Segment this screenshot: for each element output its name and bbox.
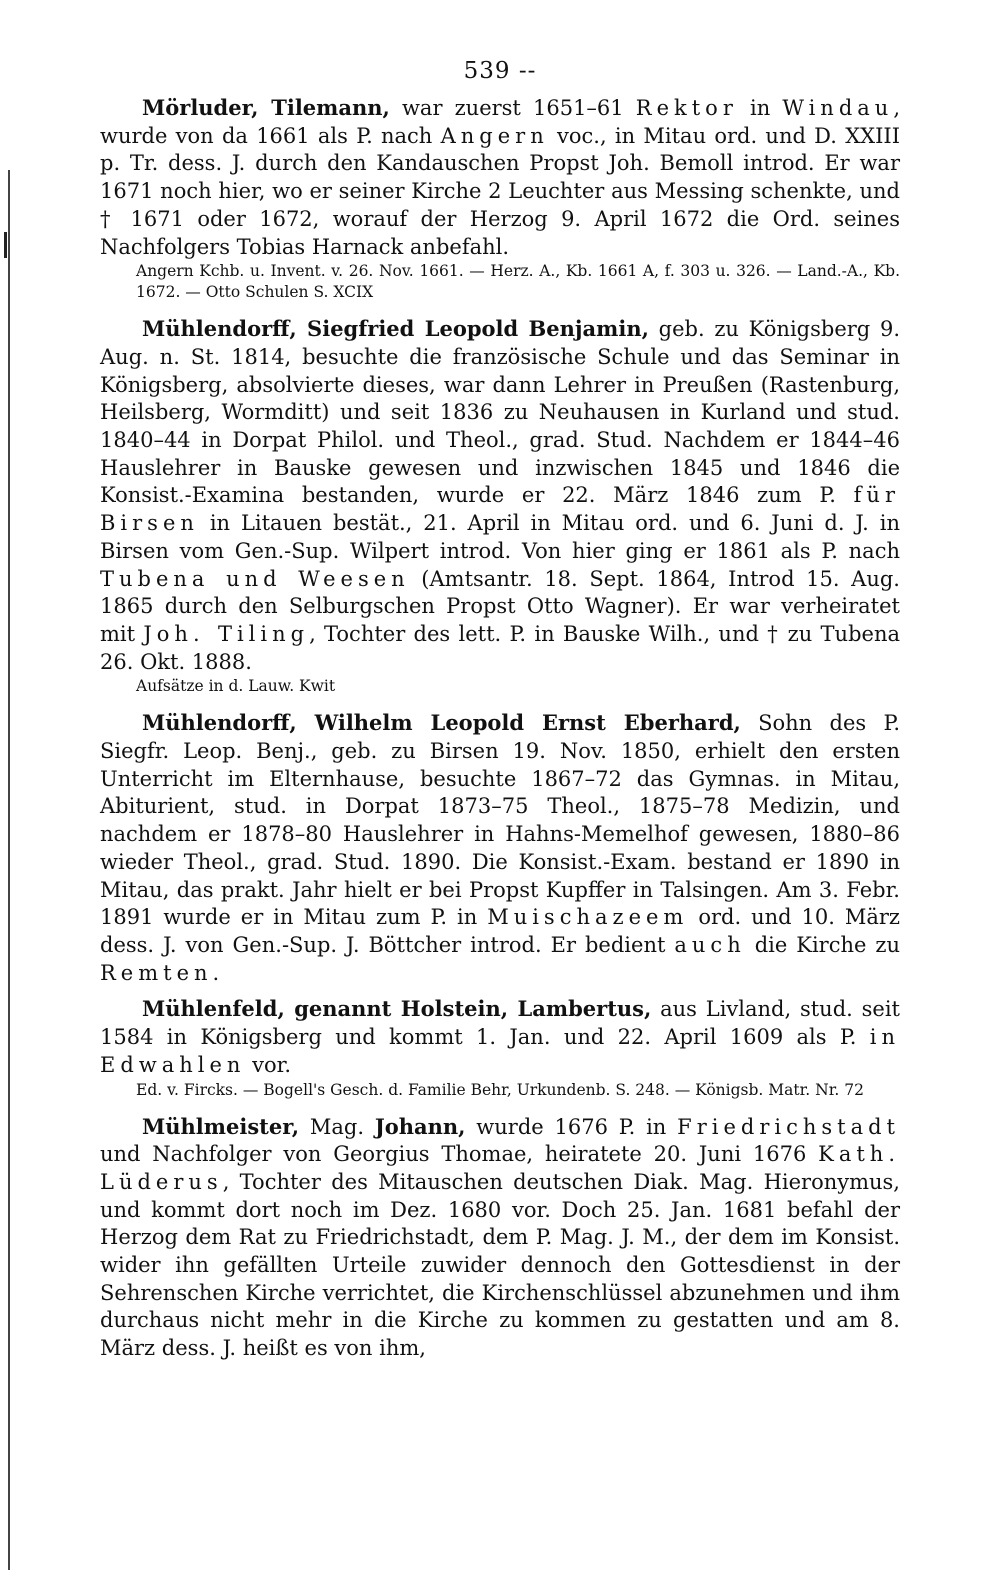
entry-text-segment: Mag.	[299, 1114, 375, 1139]
entry-text	[100, 94, 900, 261]
entry-text-segment: in Litauen bestät., 21. April in Mitau ord. und 6. Juni d. J. in Birsen vom Gen.-Sup. Wilpert introd. Von hier ging er 1861 als P. nach	[100, 511, 900, 563]
entry-text-segment: (Amtsantr. 18. Sept. 1864, Introd 15. Aug. 1865 durch den Selburgschen Propst Otto Wagner). Er war verheiratet mit	[100, 566, 900, 646]
entry-source: Ed. v. Fircks. — Bogell's Gesch. d. Familie Behr, Urkundenb. S. 248. — Königsb. Matr. Nr. 72	[136, 1080, 864, 1099]
entry-spaced-text: Kath. Lüderus	[100, 1142, 900, 1194]
entry-heading: Mühlendorff, Wilhelm Leopold Ernst Eberhard,	[142, 710, 741, 736]
entry-text-segment: war zuerst 1651–61	[389, 96, 636, 120]
entry-spaced-text: Tubena und Weesen	[100, 566, 410, 591]
entry-text-segment: , wurde von da 1661 als P. nach	[100, 96, 900, 148]
entry-text-segment: ord. und 10. März dess. J. von Gen.-Sup. J. Böttcher introd. Er bedient	[100, 905, 900, 957]
entry-heading-given-name: Johann,	[374, 1113, 466, 1139]
entry-muehlenfeld	[100, 995, 900, 1100]
entry-spaced-text: Muischazeem	[487, 905, 689, 930]
entry-text-segment: und Nachfolger von Georgius Thomae, heiratete 20. Juni 1676	[100, 1142, 819, 1167]
entry-text	[100, 1113, 900, 1363]
entry-text-segment: geb. zu Königsberg 9. Aug. n. St. 1814, besuchte die französische Schule und das Seminar in Königsberg, absolvierte dieses, war dann Lehrer in Preußen (Rastenburg, Heilsberg, Wormditt) und seit 1836 zu Neuhausen in Kurland und stud. 1840–44 in Dorpat Philol. und Theol., grad. Stud. Nachdem er 1844–46 Hauslehrer in Bauske gewesen und inzwischen 1845 und 1846 die Konsist.-Examina bestanden, wurde er 22. März 1846 zum P.	[100, 317, 900, 508]
entry-muehlmeister	[100, 1113, 900, 1363]
entry-spaced-text: auch	[674, 932, 746, 957]
entry-source: Angern Kchb. u. Invent. v. 26. Nov. 1661. — Herz. A., Kb. 1661 A, f. 303 u. 326. — Land.-A., Kb. 1672. — Otto Schulen S. XCIX	[136, 262, 900, 302]
entry-spaced-text: Angern	[440, 123, 549, 148]
entry-text-segment: voc., in Mitau ord. und D. XXIII p. Tr. dess. J. durch den Kandauschen Propst Joh. Bemoll introd. Er war 1671 noch hier, wo er seiner Kirche 2 Leuchter aus Messing schenkte, und † 1671 oder 1672, worauf der Herzog 9. April 1672 die Ord. seines Nachfolgers Tobias Harnack anbefahl.	[100, 123, 900, 259]
entry-heading: Mühlendorff, Siegfried Leopold Benjamin,	[142, 316, 649, 342]
entry-spaced-text: Remten	[100, 960, 213, 985]
entry-text-segment: , Tochter des Mitauschen deutschen Diak. Mag. Hieronymus, und kommt dort noch im Dez. 1680 vor. Doch 25. Jan. 1681 befahl der Herzog dem Rat zu Friedrichstadt, dem P. Mag. J. M., der dem im Konsist. wider ihn gefällten Urteile zuwider dennoch den Gottesdienst in der Sehrenschen Kirche verrichtet, die Kirchenschlüssel abzunehmen und ihm durchaus nicht mehr in die Kirche zu kommen zu gestatten und am 8. März dess. J. heißt es von ihm,	[100, 1169, 900, 1361]
entry-text-segment: Sohn des P. Siegfr. Leop. Benj., geb. zu Birsen 19. Nov. 1850, erhielt den ersten Unterricht im Elternhause, besuchte 1867–72 das Gymnas. in Mitau, Abiturient, stud. in Dorpat 1873–75 Theol., 1875–78 Medizin, und nachdem er 1878–80 Hauslehrer in Hahns-Memelhof gewesen, 1880–86 wieder Theol., grad. Stud. 1890. Die Konsist.-Exam. bestand er 1890 in Mitau, das prakt. Jahr hielt er bei Propst Kupffer in Talsingen. Am 3. Febr. 1891 wurde er in Mitau zum P. in	[100, 711, 900, 930]
entry-spaced-text: in Edwahlen	[100, 1025, 900, 1077]
entry-moerluder	[100, 94, 900, 303]
page-content	[100, 94, 900, 1363]
scan-margin-mark	[4, 232, 7, 258]
entry-muehlendorff-siegfried	[100, 315, 900, 697]
entry-spaced-text: Joh. Tiling	[143, 621, 310, 646]
entry-text-segment: wurde 1676 P. in	[465, 1114, 678, 1139]
entry-text	[100, 315, 900, 676]
entry-text-segment: vor.	[245, 1052, 292, 1077]
entry-text-segment: die Kirche zu	[745, 932, 901, 957]
entry-text	[100, 995, 900, 1079]
entry-heading: Mühlenfeld, genannt Holstein, Lambertus,	[142, 996, 652, 1022]
scan-margin-line	[8, 170, 10, 1570]
page-number: 539 --	[463, 58, 537, 84]
entry-spaced-text: Friedrichstadt	[677, 1114, 900, 1139]
entry-spaced-text: Windau	[782, 96, 894, 120]
entry-text-segment: .	[212, 960, 220, 985]
entry-heading: Mühlmeister,	[142, 1113, 300, 1139]
entry-source: Aufsätze in d. Lauw. Kwit	[136, 677, 336, 696]
entry-text-segment: in	[737, 96, 783, 120]
entry-heading: Mörluder, Tilemann,	[142, 95, 390, 120]
entry-text	[100, 709, 900, 987]
entry-text-segment: , Tochter des lett. P. in Bauske Wilh., und † zu Tubena 26. Okt. 1888.	[100, 621, 900, 674]
entry-spaced-text: für Birsen	[100, 483, 900, 536]
entry-muehlendorff-wilhelm	[100, 709, 900, 987]
entry-text-segment: aus Livland, stud. seit 1584 in Königsberg und kommt 1. Jan. und 22. April 1609 als P.	[100, 997, 900, 1050]
entry-spaced-text: Rektor	[635, 96, 738, 120]
